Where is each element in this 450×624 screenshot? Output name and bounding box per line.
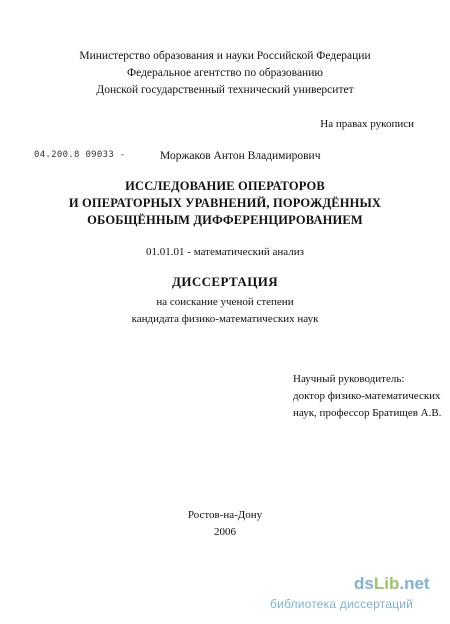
city: Ростов-на-Дону — [187, 509, 263, 521]
archive-stamp: 04.200.8 09033 - — [34, 150, 126, 160]
supervisor-name: наук, профессор Братищев А.В. — [293, 407, 442, 419]
ministry-line: Министерство образования и науки Российской Федерации — [79, 50, 371, 62]
thesis-title-line-1: ИССЛЕДОВАНИЕ ОПЕРАТОРОВ — [125, 179, 325, 193]
year: 2006 — [214, 526, 236, 538]
degree-line-2: кандидата физико-математических наук — [131, 313, 319, 325]
manuscript-note: На правах рукописи — [320, 118, 414, 130]
thesis-title-line-2: И ОПЕРАТОРНЫХ УРАВНЕНИЙ, ПОРОЖДЁННЫХ — [68, 196, 382, 210]
dslib-logo — [354, 575, 430, 592]
watermark-subtitle: библиотека диссертаций — [270, 597, 414, 611]
thesis-title-line-3: ОБОБЩЁННЫМ ДИФФЕРЕНЦИРОВАНИЕМ — [87, 213, 363, 227]
specialty-code: 01.01.01 - математический анализ — [146, 246, 304, 258]
degree-line-1: на соискание ученой степени — [156, 296, 294, 308]
logo-net: .net — [399, 574, 430, 593]
university-line: Донской государственный технический университет — [96, 84, 354, 96]
logo-lib: Lib — [373, 574, 400, 593]
agency-line: Федеральное агентство по образованию — [127, 67, 323, 79]
supervisor-degree: доктор физико-математических — [293, 390, 441, 402]
author-name: Моржаков Антон Владимирович — [160, 150, 321, 162]
supervisor-label: Научный руководитель: — [293, 373, 405, 385]
logo-ds: ds — [354, 574, 374, 593]
document-type: ДИССЕРТАЦИЯ — [171, 274, 279, 289]
